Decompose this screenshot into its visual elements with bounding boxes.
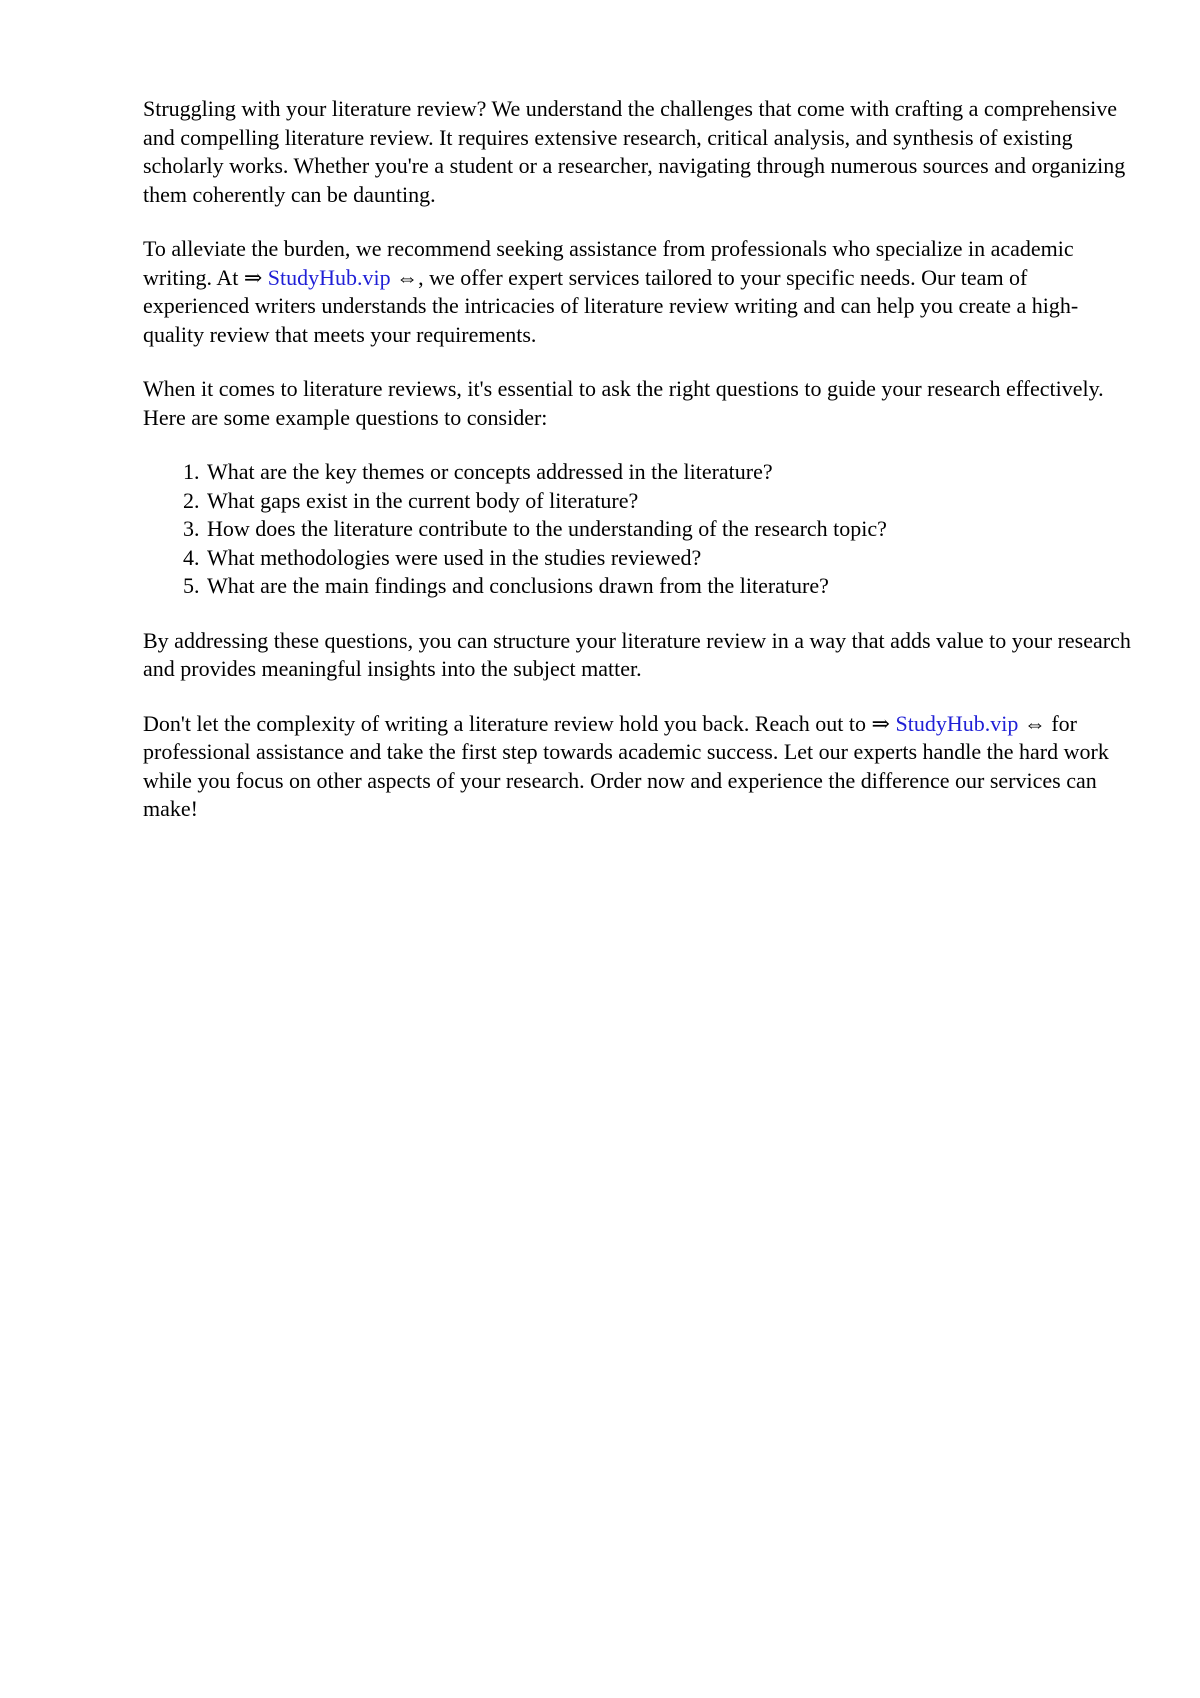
recommendation-text-end: ⇔, we offer expert services tailored to your specific needs. Our team of experienced writers understands the intricacies of literature review writing and can help you create a high-quality review that meets your requirements. [143,264,1079,347]
summary-paragraph: By addressing these questions, you can structure your literature review in a way that adds value to your research and provides meaningful insights into the subject matter. [143,627,1131,681]
recommendation-text-start: To alleviate the burden, we recommend seeking assistance from professionals who specialize in academic writing. At ⇒ [143,236,1074,290]
studyhub-link[interactable]: StudyHub.vip [267,264,391,290]
list-item: 1. What are the key themes or concepts addressed in the literature? [205,458,1133,487]
call-to-action-paragraph [143,710,1133,824]
list-item: 4. What methodologies were used in the studies reviewed? [205,544,1133,573]
cta-text-end: ⇔ for professional assistance and take the first step towards academic success. Let our experts handle the hard work while you focus on other aspects of your research. Order now and experience the difference our services can make! [143,710,1109,821]
studyhub-link-cta[interactable]: StudyHub.vip [895,710,1019,736]
questions-list [143,458,1133,601]
questions-intro-paragraph: When it comes to literature reviews, it's essential to ask the right questions to guide your research effectively. Here are some example questions to consider: [143,376,1104,430]
cta-text-start: Don't let the complexity of writing a literature review hold you back. Reach out to ⇒ [143,710,896,736]
recommendation-paragraph [143,235,1133,349]
list-item: 3. How does the literature contribute to the understanding of the research topic? [205,515,1133,544]
list-item: 5. What are the main findings and conclusions drawn from the literature? [205,572,1133,601]
intro-paragraph: Struggling with your literature review? We understand the challenges that come with crafting a comprehensive and compelling literature review. It requires extensive research, critical analysis, and synthesis of existing scholarly works. Whether you're a student or a researcher, navigating through numerous sources and organizing them coherently can be daunting. [143,96,1126,207]
document-page [143,95,1133,850]
list-item: 2. What gaps exist in the current body of literature? [205,487,1133,516]
